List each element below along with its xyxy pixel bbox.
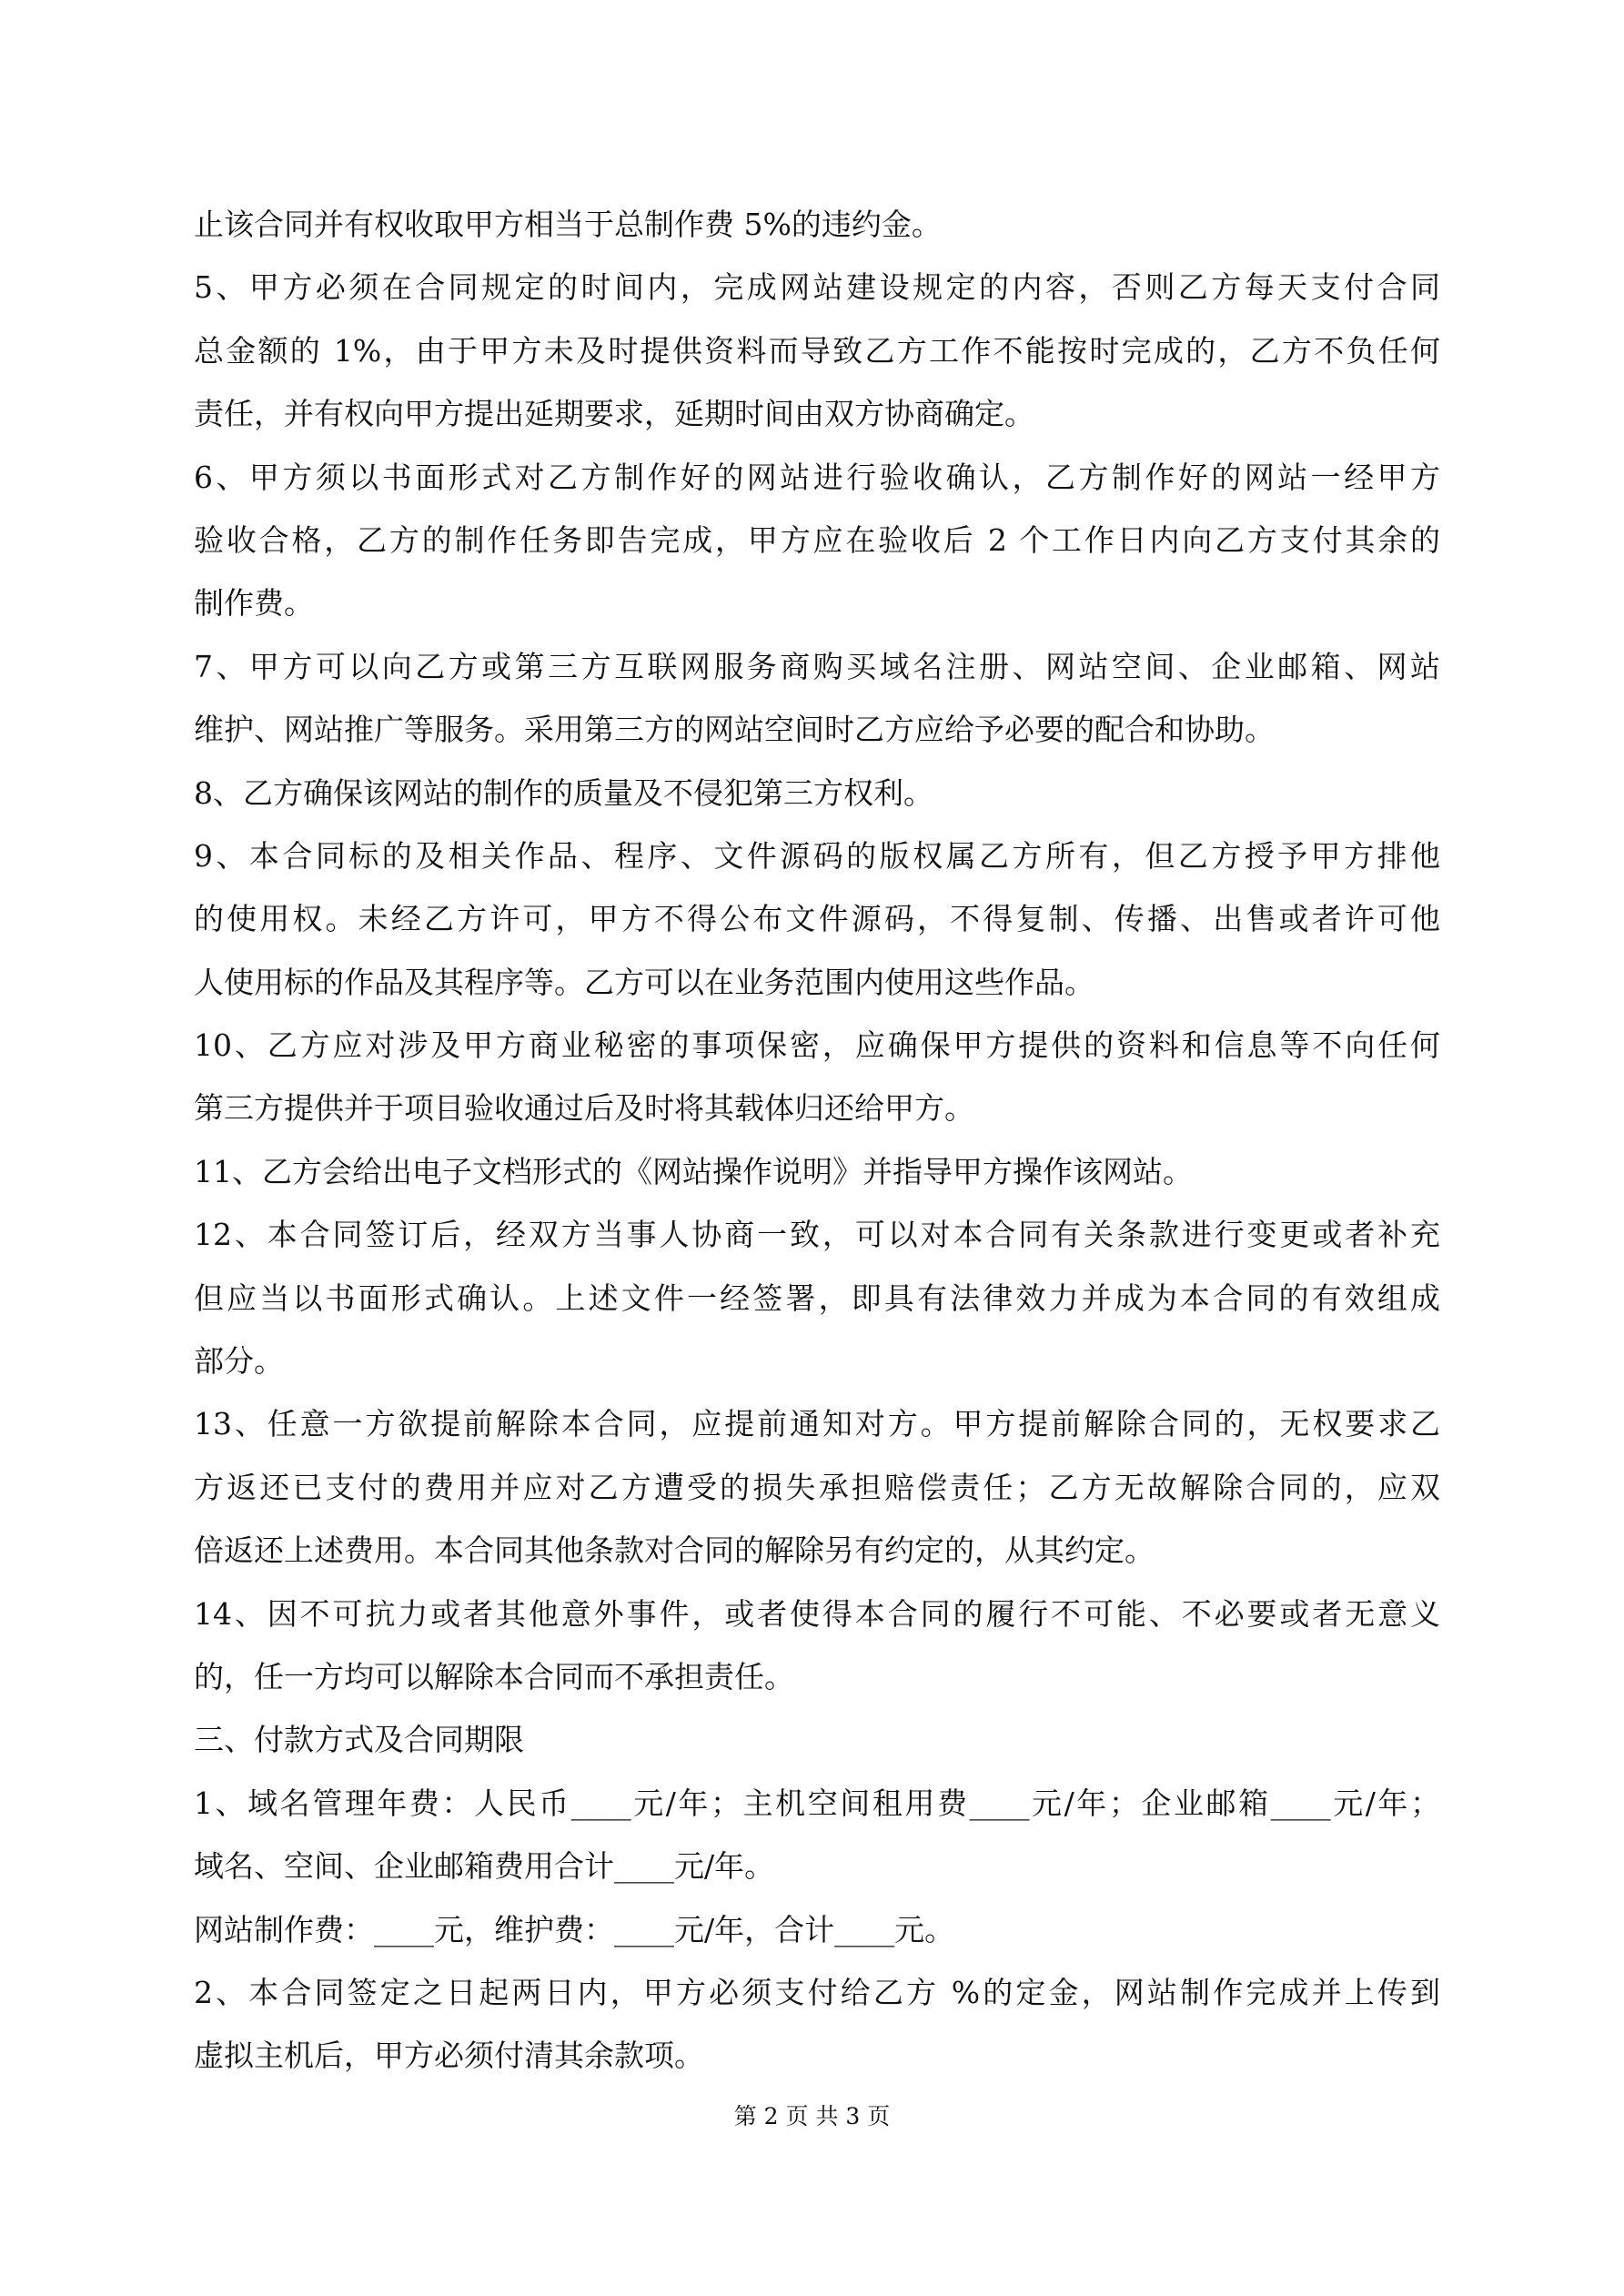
text-line: 三、付款方式及合同期限 — [194, 1722, 524, 1758]
text-line: 9、本合同标的及相关作品、程序、文件源码的版权属乙方所有，但乙方授予甲方排他 — [194, 837, 1440, 874]
text-line: 10、乙方应对涉及甲方商业秘密的事项保密，应确保甲方提供的资料和信息等不向任何 — [194, 1027, 1440, 1064]
text-line: 6、甲方须以书面形式对乙方制作好的网站进行验收确认，乙方制作好的网站一经甲方 — [194, 459, 1440, 495]
text-line: 虚拟主机后，甲方必须付清其余款项。 — [194, 2038, 704, 2074]
text-line: 方返还已支付的费用并应对乙方遭受的损失承担赔偿责任；乙方无故解除合同的，应双 — [194, 1469, 1440, 1505]
text-line: 网站制作费：____元，维护费：____元/年，合计____元。 — [194, 1911, 955, 1947]
text-line: 止该合同并有权收取甲方相当于总制作费 5%的违约金。 — [194, 207, 942, 242]
text-line: 13、任意一方欲提前解除本合同，应提前通知对方。甲方提前解除合同的，无权要求乙 — [194, 1406, 1440, 1442]
text-line: 部分。 — [194, 1343, 284, 1380]
text-line: 2、本合同签定之日起两日内，甲方必须支付给乙方 %的定金，网站制作完成并上传到 — [194, 1974, 1440, 2010]
text-line: 倍返还上述费用。本合同其他条款对合同的解除另有约定的，从其约定。 — [194, 1532, 1155, 1569]
text-line: 1、域名管理年费：人民币____元/年；主机空间租用费____元/年；企业邮箱____元/年； — [194, 1785, 1440, 1821]
text-line: 但应当以书面形式确认。上述文件一经签署，即具有法律效力并成为本合同的有效组成 — [194, 1279, 1440, 1316]
text-line: 第三方提供并于项目验收通过后及时将其载体归还给甲方。 — [194, 1090, 974, 1127]
text-line: 的，任一方均可以解除本合同而不承担责任。 — [194, 1658, 794, 1694]
text-line: 人使用标的作品及其程序等。乙方可以在业务范围内使用这些作品。 — [194, 964, 1094, 1000]
text-line: 域名、空间、企业邮箱费用合计____元/年。 — [194, 1848, 775, 1885]
text-line: 5、甲方必须在合同规定的时间内，完成网站建设规定的内容，否则乙方每天支付合同 — [194, 269, 1440, 306]
text-line: 维护、网站推广等服务。采用第三方的网站空间时乙方应给予必要的配合和协助。 — [194, 712, 1275, 748]
text-line: 8、乙方确保该网站的制作的质量及不侵犯第三方权利。 — [194, 774, 933, 811]
text-line: 制作费。 — [194, 585, 314, 622]
text-line: 验收合格，乙方的制作任务即告完成，甲方应在验收后 2 个工作日内向乙方支付其余的 — [194, 521, 1440, 558]
text-line: 14、因不可抗力或者其他意外事件，或者使得本合同的履行不可能、不必要或者无意义 — [194, 1595, 1440, 1632]
text-line: 的使用权。未经乙方许可，甲方不得公布文件源码，不得复制、传播、出售或者许可他 — [194, 901, 1440, 937]
text-line: 总金额的 1%，由于甲方未及时提供资料而导致乙方工作不能按时完成的，乙方不负任何 — [194, 332, 1440, 369]
text-line: 12、本合同签订后，经双方当事人协商一致，可以对本合同有关条款进行变更或者补充 — [194, 1217, 1440, 1253]
text-line: 11、乙方会给出电子文档形式的《网站操作说明》并指导甲方操作该网站。 — [194, 1153, 1193, 1189]
document-body — [194, 193, 1440, 2088]
text-line: 责任，并有权向甲方提出延期要求，延期时间由双方协商确定。 — [194, 396, 1034, 432]
page-number-footer: 第 2 页 共 3 页 — [733, 2103, 891, 2129]
text-line: 7、甲方可以向乙方或第三方互联网服务商购买域名注册、网站空间、企业邮箱、网站 — [194, 648, 1440, 684]
